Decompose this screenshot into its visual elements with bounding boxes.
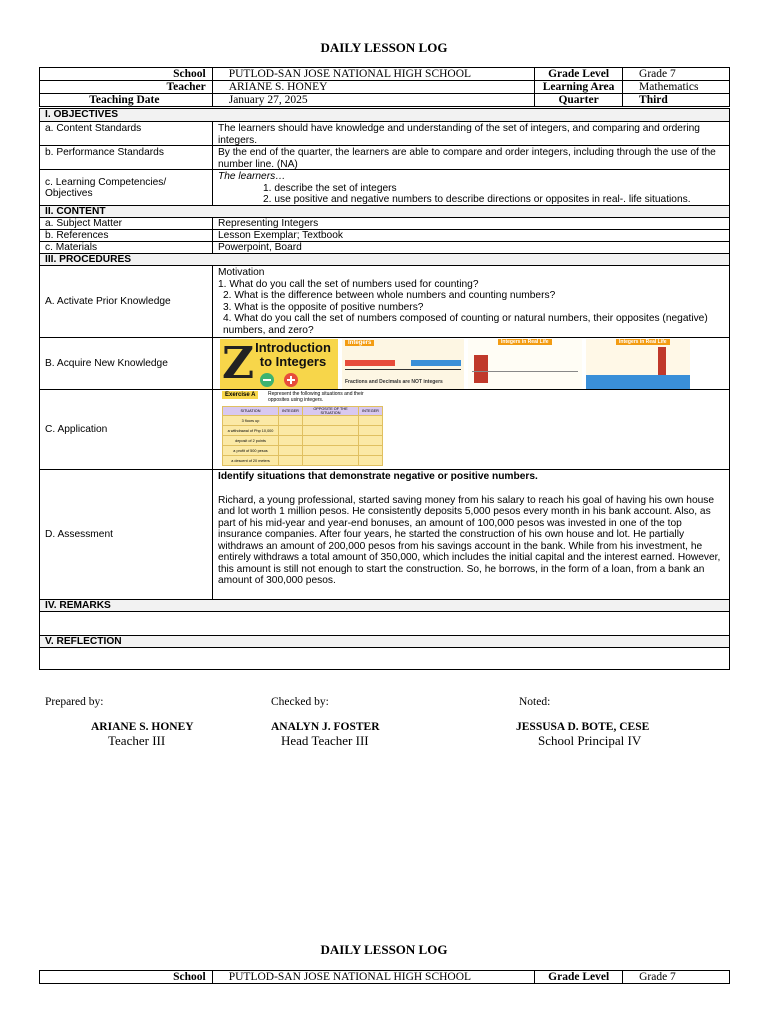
checked-by-label: Checked by: <box>271 696 329 708</box>
materials-label: c. Materials <box>40 242 213 253</box>
lighthouse-icon <box>658 347 666 377</box>
exercise-cell: 3 floors up <box>223 416 279 426</box>
noted-label: Noted: <box>519 696 551 708</box>
exercise-cell: a withdrawal of Php 10,000 <box>223 426 279 436</box>
prepared-title: Teacher III <box>108 733 166 748</box>
activate-row <box>40 265 729 337</box>
motivation-label: Motivation <box>218 267 265 278</box>
competencies-row <box>40 169 729 205</box>
school-value: PUTLOD-SAN JOSE NATIONAL HIGH SCHOOL <box>212 68 534 81</box>
remarks-heading-row <box>40 599 729 611</box>
assessment-content <box>218 470 725 588</box>
exercise-header-situation: SITUATION <box>223 407 279 416</box>
content-standards-text: The learners should have knowledge and understanding of the set of integers, and comparing and ordering integers. <box>218 123 700 146</box>
noted-name: JESSUSA D. BOTE, CESE <box>516 721 650 733</box>
grade-value: Grade 7 <box>623 971 730 984</box>
exercise-row <box>223 446 383 456</box>
references-row <box>40 229 729 241</box>
procedures-heading: III. PROCEDURES <box>45 254 132 265</box>
exercise-row <box>223 416 383 426</box>
noted-title: School Principal IV <box>538 733 642 748</box>
reflection-body-row <box>40 647 729 669</box>
exercise-cell: a profit of 500 pesos <box>223 446 279 456</box>
assessment-row <box>40 469 729 599</box>
acquire-label: B. Acquire New Knowledge <box>40 338 213 389</box>
references-label: b. References <box>40 230 213 241</box>
grade-label: Grade Level <box>535 971 623 984</box>
exercise-header-opposite: OPPOSITE OF THE SITUATION <box>303 407 359 416</box>
date-label: Teaching Date <box>40 94 213 107</box>
application-row <box>40 389 729 469</box>
exercise-row <box>223 426 383 436</box>
materials-row <box>40 241 729 253</box>
exercise-row <box>223 436 383 446</box>
subject-label: a. Subject Matter <box>40 218 213 229</box>
exercise-cell: deposit of 2 points <box>223 436 279 446</box>
building-icon <box>474 355 488 383</box>
slide-intro-title: Introduction to Integers <box>255 340 331 369</box>
performance-standards-row <box>40 145 729 169</box>
slide-intro-thumbnail <box>220 339 338 389</box>
question-3: 3. What is the opposite of positive numbers? <box>223 301 424 313</box>
competencies-text <box>218 170 725 207</box>
content-heading: II. CONTENT <box>45 206 106 217</box>
checked-name: ANALYN J. FOSTER <box>271 721 380 733</box>
procedures-heading-row <box>40 253 729 265</box>
exercise-header-integer-2: INTEGER <box>359 407 383 416</box>
page-2-header-table <box>39 970 730 984</box>
teacher-value: ARIANE S. HONEY <box>212 81 534 94</box>
content-standards-row <box>40 121 729 145</box>
remarks-heading: IV. REMARKS <box>45 600 111 611</box>
exercise-header-integer: INTEGER <box>279 407 303 416</box>
slide-integers-title: Integers <box>345 340 374 346</box>
page-title: DAILY LESSON LOG <box>320 40 448 55</box>
school-label: School <box>40 68 213 81</box>
area-value: Mathematics <box>623 81 730 94</box>
content-heading-row <box>40 205 729 217</box>
assessment-text: Richard, a young professional, started saving money from his salary to reach his goal of having his own house and lot worth 1 million pesos. He consistently deposits 5,000 pesos every month in his bank account. Also, as part of his mid-year and year-end bonuses, an amount of 100,000 pesos was invested in one of the top insurance companies. After four years, he started the construction of his own house and lot. He partially withdraws an amount of 200,000 pesos from his savings account in the bank. While from his investment, he entirely withdraws a total amount of 350,000, which includes the initial capital and the interest earned. However, this amount is still not enough to start the construction. So, he borrows, in the form of a loan, from a bank an amount of 300,000 pesos. <box>218 494 721 586</box>
lesson-table <box>39 108 730 670</box>
area-label: Learning Area <box>535 81 623 94</box>
school-label: School <box>40 971 213 984</box>
content-standards-label: a. Content Standards <box>40 122 213 145</box>
reflection-heading-row <box>40 635 729 647</box>
reflection-heading: V. REFLECTION <box>45 636 122 647</box>
competencies-label: c. Learning Competencies/ Objectives <box>40 170 213 205</box>
question-4: 4. What do you call the set of numbers composed of counting or natural numbers, their opposites (negative) numbers, and zero? <box>223 313 708 336</box>
exercise-cell: a descent of 20 meters <box>223 456 279 466</box>
school-value: PUTLOD-SAN JOSE NATIONAL HIGH SCHOOL <box>212 971 534 984</box>
slide-real-life-2-thumbnail <box>586 339 690 389</box>
date-value: January 27, 2025 <box>212 94 534 107</box>
objectives-heading: I. OBJECTIVES <box>45 109 119 120</box>
competency-2: 2. use positive and negative numbers to describe directions or opposites in real-. life situations. <box>263 194 691 205</box>
remarks-body-row <box>40 611 729 635</box>
activate-text <box>218 266 725 337</box>
plus-icon <box>284 373 298 387</box>
acquire-row <box>40 337 729 389</box>
subject-text: Representing Integers <box>218 218 319 229</box>
performance-standards-text: By the end of the quarter, the learners are able to compare and order integers, including through the use of the number line. (NA) <box>218 147 716 170</box>
exercise-a-title: Exercise A <box>222 391 258 399</box>
exercise-a-thumbnail <box>222 391 384 467</box>
checked-title: Head Teacher III <box>281 733 369 748</box>
slide-integers-thumbnail <box>342 339 464 389</box>
references-text: Lesson Exemplar; Textbook <box>218 230 343 241</box>
question-2: 2. What is the difference between whole numbers and counting numbers? <box>223 290 556 301</box>
slide-real-life-2-title: Integers in Real Life <box>616 339 670 345</box>
exercise-row <box>223 456 383 466</box>
quarter-value: Third <box>623 94 730 107</box>
header-table <box>39 67 730 107</box>
question-1: 1. What do you call the set of numbers used for counting? <box>218 278 479 290</box>
sea-icon <box>586 375 690 389</box>
performance-standards-label: b. Performance Standards <box>40 146 213 169</box>
slide-integers-caption: Fractions and Decimals are NOT integers <box>345 379 443 385</box>
exercise-a-table <box>222 406 383 466</box>
materials-text: Powerpoint, Board <box>218 242 302 253</box>
prepared-by-label: Prepared by: <box>45 696 104 708</box>
number-line-icon <box>345 357 461 375</box>
page-2-title: DAILY LESSON LOG <box>320 942 448 957</box>
slide-real-life-1-title: Integers in Real Life <box>498 339 552 345</box>
assessment-title: Identify situations that demonstrate negative or positive numbers. <box>218 471 538 482</box>
quarter-label: Quarter <box>535 94 623 107</box>
minus-icon <box>260 373 274 387</box>
ground-line-icon <box>472 371 578 372</box>
teacher-label: Teacher <box>40 81 213 94</box>
grade-label: Grade Level <box>535 68 623 81</box>
slide-real-life-1-thumbnail <box>468 339 582 389</box>
z-letter-icon: Z <box>222 339 255 389</box>
competencies-intro: The learners… <box>218 171 286 182</box>
subject-row <box>40 217 729 229</box>
activate-label: A. Activate Prior Knowledge <box>40 266 213 337</box>
application-label: C. Application <box>40 390 213 469</box>
competency-1: 1. describe the set of integers <box>263 182 397 194</box>
grade-value: Grade 7 <box>623 68 730 81</box>
objectives-heading-row <box>40 109 729 121</box>
prepared-name: ARIANE S. HONEY <box>91 721 194 733</box>
assessment-label: D. Assessment <box>40 470 213 599</box>
exercise-a-instructions: Represent the following situations and their opposites using integers. <box>268 391 364 403</box>
